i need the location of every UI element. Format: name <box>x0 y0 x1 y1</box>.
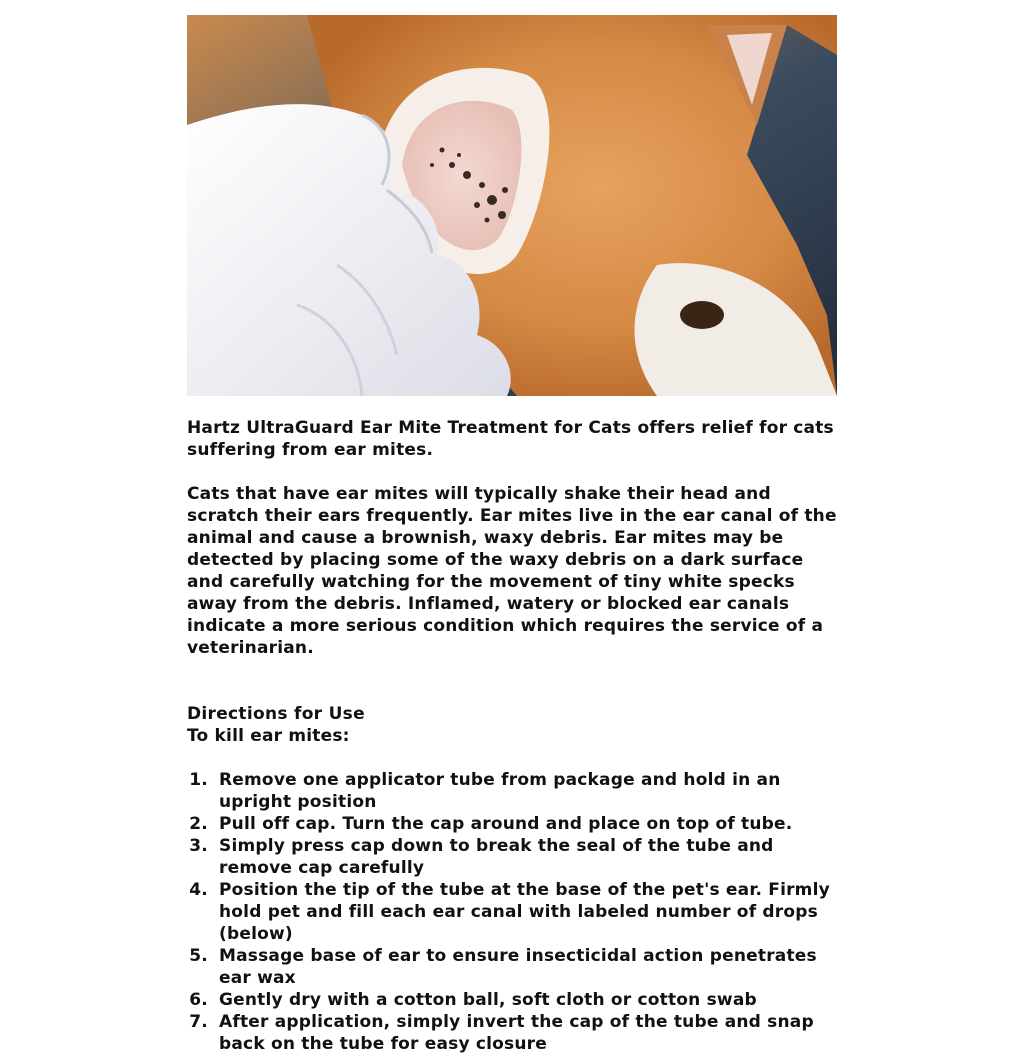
directions-subheading: To kill ear mites: <box>187 726 350 746</box>
list-item: 2. Pull off cap. Turn the cap around and place on top of tube. <box>214 813 837 835</box>
list-item: 5. Massage base of ear to ensure insecticidal action penetrates ear wax <box>214 945 837 989</box>
symptoms-paragraph: Cats that have ear mites will typically shake their head and scratch their ears frequently. Ear mites live in the ear canal of the animal and cause a brownish, waxy debris. Ear mites may be detected by placing some of the waxy debris on a dark surface and carefully watching for the movement of tiny white specks away from the debris. Inflamed, watery or blocked ear canals indicate a more serious condition which requires the service of a veterinarian. <box>187 484 837 658</box>
list-item: 3. Simply press cap down to break the seal of the tube and remove cap carefully <box>214 835 837 879</box>
article <box>187 15 837 1055</box>
list-item: 1. Remove one applicator tube from package and hold in an upright position <box>214 769 837 813</box>
cat-ear-photo <box>187 15 837 396</box>
intro-paragraph: Hartz UltraGuard Ear Mite Treatment for Cats offers relief for cats suffering from ear mites. <box>187 418 834 460</box>
cat-ear-illustration <box>187 15 837 396</box>
directions-steps-list <box>187 769 837 1055</box>
list-item: 6. Gently dry with a cotton ball, soft cloth or cotton swab <box>214 989 837 1011</box>
list-item: 4. Position the tip of the tube at the base of the pet's ear. Firmly hold pet and fill each ear canal with labeled number of drops (below) <box>214 879 837 945</box>
directions-heading: Directions for Use <box>187 704 365 724</box>
list-item: 7. After application, simply invert the cap of the tube and snap back on the tube for easy closure <box>214 1011 837 1055</box>
